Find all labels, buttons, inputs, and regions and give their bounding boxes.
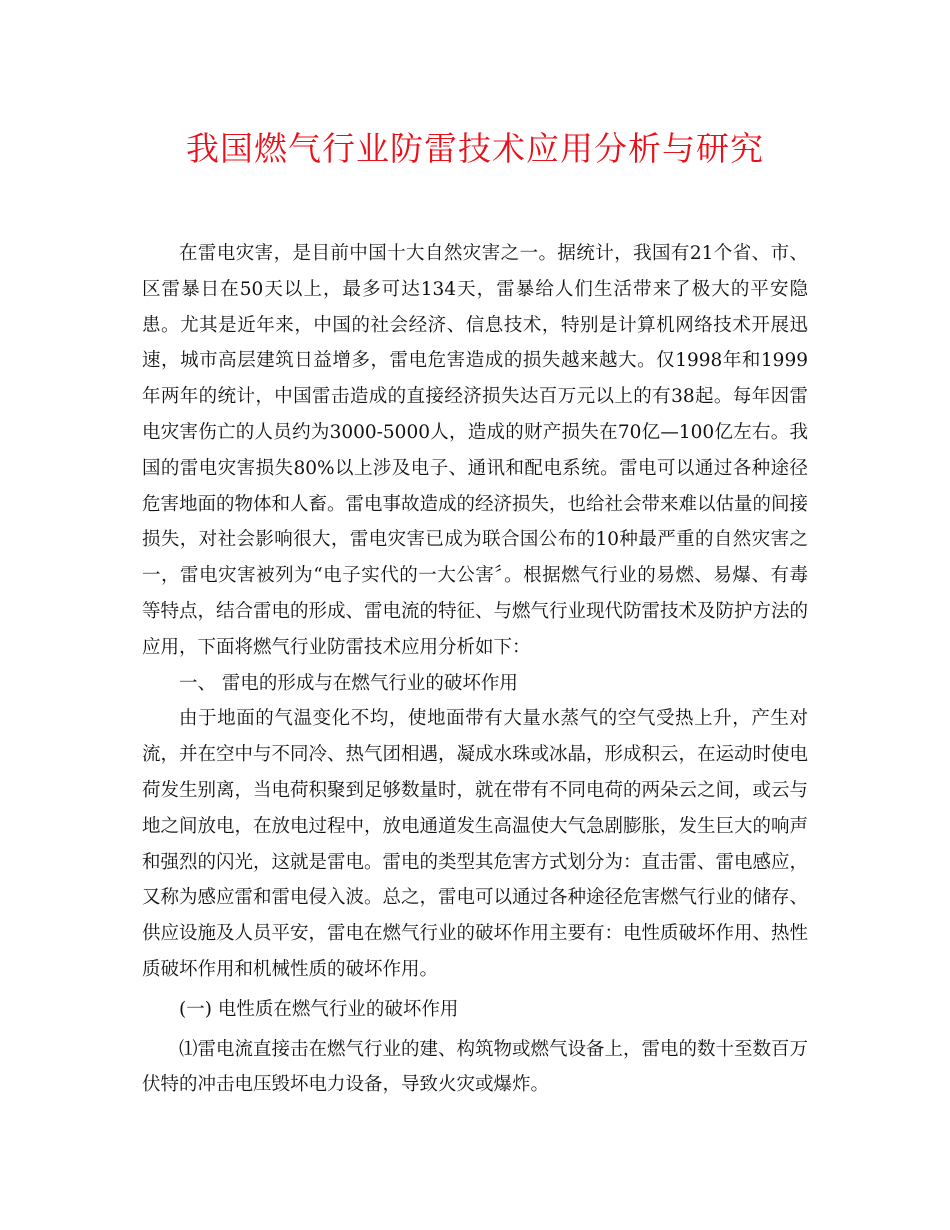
subsection-1-paragraph: ⑴雷电流直接击在燃气行业的建、构筑物或燃气设备上，雷电的数十至数百万伏特的冲击电压毁坏电力设备，导致火灾或爆炸。 (142, 1038, 809, 1096)
section-heading-1: 一、 雷电的形成与在燃气行业的破坏作用 (179, 672, 518, 694)
subsection-heading-1: (一) 电性质在燃气行业的破坏作用 (179, 998, 459, 1020)
document-title: 我国燃气行业防雷技术应用分析与研究 (186, 129, 764, 168)
document-body (142, 236, 808, 1103)
intro-paragraph: 在雷电灾害，是目前中国十大自然灾害之一。据统计，我国有21个省、市、区雷暴日在50天以上，最多可达134天，雷暴给人们生活带来了极大的平安隐患。尤其是近年来，中国的社会经济、信息技术，特别是计算机网络技术开展迅速，城市高层建筑日益增多，雷电危害造成的损失越来越大。仅1998年和1999年两年的统计，中国雷击造成的直接经济损失达百万元以上的有38起。每年因雷电灾害伤亡的人员约为3000-5000人，造成的财产损失在70亿—100亿左右。我国的雷电灾害损失80%以上涉及电子、通讯和配电系统。雷电可以通过各种途径危害地面的物体和人畜。雷电事故造成的经济损失，也给社会带来难以估量的间接损失，对社会影响很大，雷电灾害已成为联合国公布的10种最严重的自然灾害之一，雷电灾害被列为“电子实代的一大公害〞。根据燃气行业的易燃、易爆、有毒等特点，结合雷电的形成、雷电流的特征、与燃气行业现代防雷技术及防护方法的应用，下面将燃气行业防雷技术应用分析如下： (142, 243, 809, 658)
section-1-paragraph: 由于地面的气温变化不均，使地面带有大量水蒸气的空气受热上升，产生对流，并在空中与不同冷、热气团相遇，凝成水珠或冰晶，形成积云，在运动时使电荷发生别离，当电荷积聚到足够数量时，就在带有不同电荷的两朵云之间，或云与地之间放电，在放电过程中，放电通道发生高温使大气急剧膨胀，发生巨大的响声和强烈的闪光，这就是雷电。雷电的类型其危害方式划分为：直击雷、雷电感应，又称为感应雷和雷电侵入波。总之，雷电可以通过各种途径危害燃气行业的储存、供应设施及人员平安，雷电在燃气行业的破坏作用主要有：电性质破坏作用、热性质破坏作用和机械性质的破坏作用。 (142, 708, 809, 980)
